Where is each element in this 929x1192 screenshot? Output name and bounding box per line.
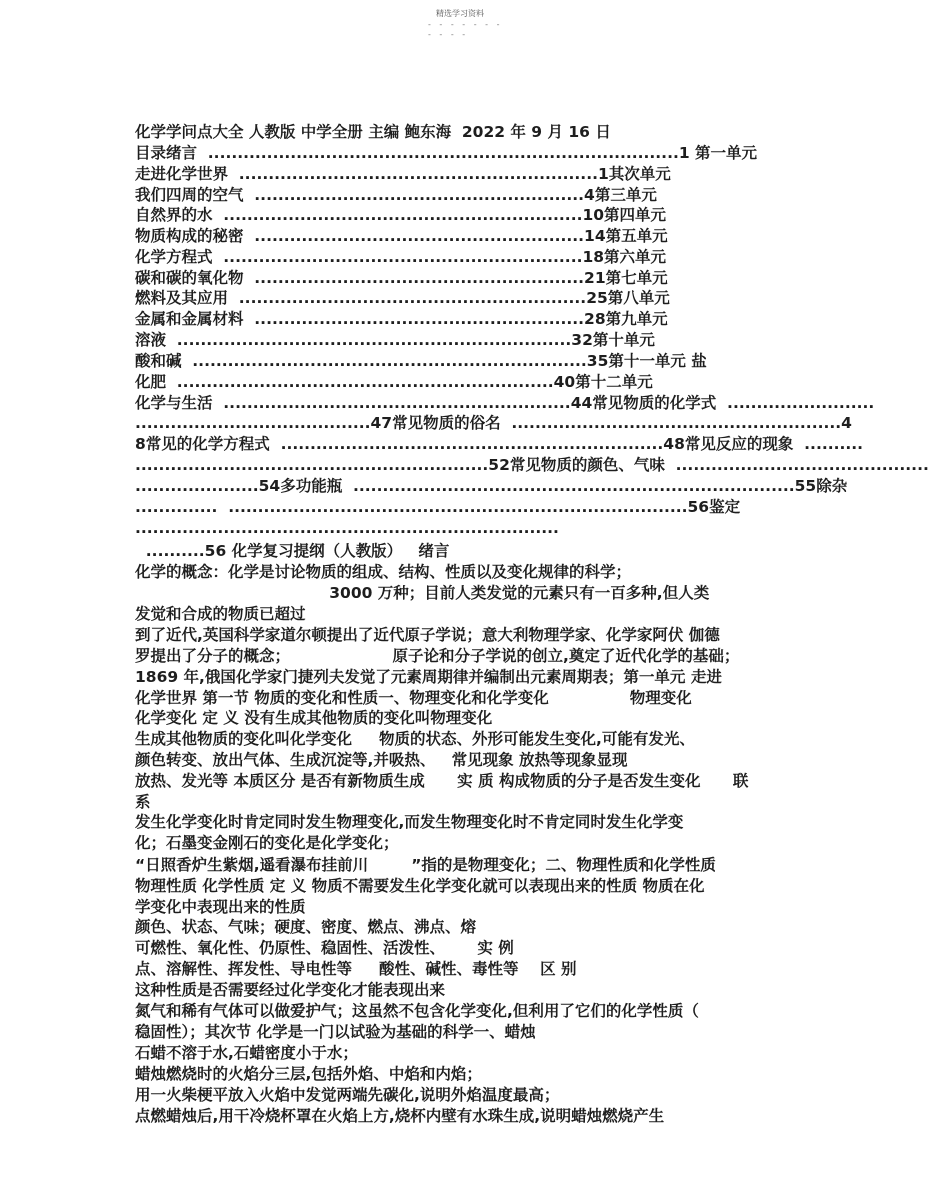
text-line: .....................54多功能瓶 ...........................................................................55除杂: [135, 477, 848, 495]
text-line: 溶液 ...................................................................32第十单元: [135, 331, 655, 349]
text-line: 我们四周的空气 ........................................................4第三单元: [135, 186, 657, 204]
text-line: .............. ..............................................................................56鉴定: [135, 498, 741, 516]
text-line: “日照香炉生紫烟,遥看瀑布挂前川 ”指的是物理变化；二、物理性质和化学性质: [135, 856, 716, 874]
text-line: ........................................................................: [135, 519, 559, 537]
header-dashes-2: - - - -: [428, 30, 469, 39]
text-line: ..........56 化学复习提纲（人教版） 绪言: [135, 542, 450, 560]
text-line: 化学方程式 .............................................................18第六单元: [135, 248, 667, 266]
text-line: 化；石墨变金刚石的变化是化学变化；: [135, 834, 399, 852]
text-line: 系: [135, 793, 151, 811]
text-line: ............................................................52常见物质的颜色、气味 ...........................................: [135, 456, 929, 474]
text-line: 碳和碳的氧化物 ........................................................21第七单元: [135, 269, 668, 287]
text-line: 稳固性）；其次节 化学是一门以试验为基础的科学一、蜡烛: [135, 1023, 536, 1041]
text-line: 燃料及其应用 ...........................................................25第八单元: [135, 289, 670, 307]
text-line: 目录绪言 ................................................................................1 第一单元: [135, 144, 758, 162]
text-line: 化学世界 第一节 物质的变化和性质一、物理变化和化学变化 物理变化: [135, 689, 692, 707]
text-line: 这种性质是否需要经过化学变化才能表现出来: [135, 981, 446, 999]
text-line: 发生化学变化时肯定同时发生物理变化,而发生物理变化时不肯定同时发生化学变: [135, 813, 684, 831]
text-line: 化学变化 定 义 没有生成其他物质的变化叫物理变化: [135, 709, 493, 727]
text-line: 化肥 ................................................................40第十二单元: [135, 373, 653, 391]
text-line: 氮气和稀有气体可以做爱护气；这虽然不包含化学变化,但利用了它们的化学性质（: [135, 1002, 699, 1020]
text-line: 到了近代,英国科学家道尔顿提出了近代原子学说；意大利物理学家、化学家阿伏 伽德: [135, 626, 720, 644]
text-line: 1869 年,俄国化学家门捷列夫发觉了元素周期律并编制出元素周期表；第一单元 走进: [135, 668, 722, 686]
text-line: 物理性质 化学性质 定 义 物质不需要发生化学变化就可以表现出来的性质 物质在化: [135, 877, 705, 895]
text-line: 点燃蜡烛后,用干冷烧杯罩在火焰上方,烧杯内壁有水珠生成,说明蜡烛燃烧产生: [135, 1107, 665, 1125]
header-dashes: - - - - - - -: [428, 20, 503, 29]
text-line: 物质构成的秘密 ........................................................14第五单元: [135, 227, 668, 245]
text-line: 生成其他物质的变化叫化学变化 物质的状态、外形可能发生变化,可能有发光、: [135, 730, 695, 748]
text-line: 酸和碱 ...................................................................35第十一单元 盐: [135, 352, 707, 370]
text-line: 颜色、状态、气味；硬度、密度、燃点、沸点、熔: [135, 918, 477, 936]
text-line: 学变化中表现出来的性质: [135, 898, 306, 916]
text-line: 化学学问点大全 人教版 中学全册 主编 鲍东海 2022 年 9 月 16 日: [135, 123, 611, 141]
text-line: 罗提出了分子的概念； 原子论和分子学说的创立,奠定了近代化学的基础；: [135, 647, 740, 665]
text-line: 化学与生活 ...........................................................44常见物质的化学式 .........................: [135, 394, 875, 412]
page-header: 精选学习资料: [436, 9, 484, 18]
text-line: 点、溶解性、挥发性、导电性等 酸性、碱性、毒性等 区 别: [135, 960, 577, 978]
text-line: 颜色转变、放出气体、生成沉淀等,并吸热、 常见现象 放热等现象显现: [135, 751, 628, 769]
text-line: 金属和金属材料 ........................................................28第九单元: [135, 310, 668, 328]
text-line: 蜡烛燃烧时的火焰分三层,包括外焰、中焰和内焰；: [135, 1065, 482, 1083]
text-line: 自然界的水 .............................................................10第四单元: [135, 206, 667, 224]
text-line: 可燃性、氧化性、仍原性、稳固性、活泼性、 实 例: [135, 939, 514, 957]
text-line: 用一火柴梗平放入火焰中发觉两端先碳化,说明外焰温度最高；: [135, 1086, 560, 1104]
text-line: 化学的概念：化学是讨论物质的组成、结构、性质以及变化规律的科学；: [135, 563, 632, 581]
text-line: ........................................47常见物质的俗名 ........................................................4: [135, 414, 852, 432]
text-line: 走进化学世界 .............................................................1其次单元: [135, 165, 671, 183]
text-line: 发觉和合成的物质已超过: [135, 605, 306, 623]
text-line: 石蜡不溶于水,石蜡密度小于水；: [135, 1044, 358, 1062]
text-line: 8常见的化学方程式 .................................................................48常见反应的现象 ..........: [135, 435, 864, 453]
text-line: 3000 万种；目前人类发觉的元素只有一百多种,但人类: [135, 584, 710, 602]
text-line: 放热、发光等 本质区分 是否有新物质生成 实 质 构成物质的分子是否发生变化 联: [135, 772, 749, 790]
